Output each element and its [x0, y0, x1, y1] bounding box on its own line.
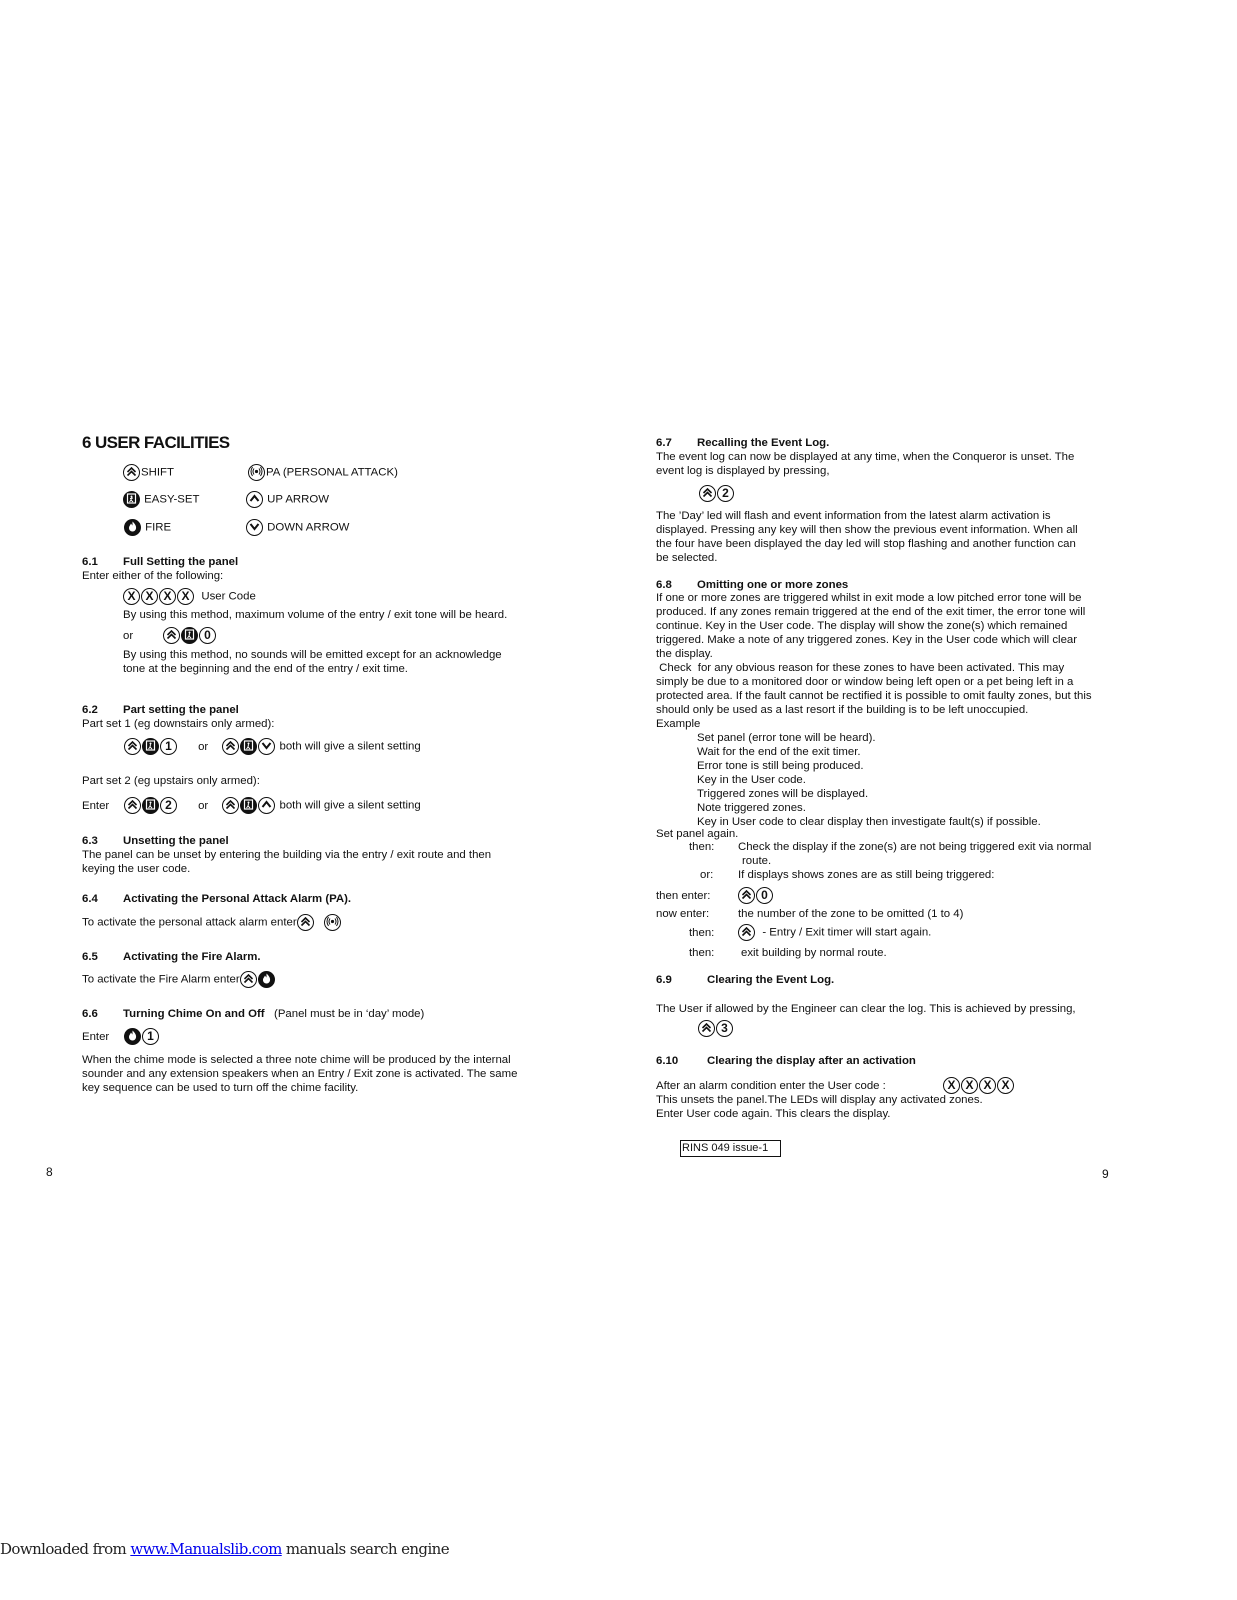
section-6-5-text: To activate the Fire Alarm enter	[82, 971, 276, 988]
one-key: 1	[142, 1028, 159, 1045]
body-line: triggered. Make a note of any triggered zones. Key in the User code which will clear	[656, 634, 1078, 646]
part-set-2-label: Part set 2 (eg upstairs only armed):	[82, 775, 260, 787]
section-6-7-p1: The event log can now be displayed at any time, when the Conqueror is unset. The	[656, 451, 1075, 463]
easy-set-icon	[181, 627, 198, 644]
manualslib-link[interactable]: www.Manualslib.com	[130, 1540, 282, 1558]
easy-set-icon	[123, 491, 140, 508]
then-enter-row: then enter: 0	[656, 887, 774, 904]
part-set-2-keys	[82, 797, 421, 814]
body-line: the display.	[656, 648, 713, 660]
shift-icon	[222, 738, 239, 755]
silent-setting-text: both will give a silent setting	[279, 799, 421, 812]
footer-suffix: manuals search engine	[281, 1540, 449, 1558]
footer-prefix: Downloaded from	[0, 1540, 131, 1558]
example-label: Example	[656, 718, 701, 730]
example-step: Error tone is still being produced.	[697, 760, 864, 772]
example-step: Note triggered zones.	[697, 802, 806, 814]
section-6-5-title: 6.5 Activating the Fire Alarm.	[82, 951, 261, 963]
download-footer	[0, 1542, 449, 1556]
legend-pa-label: PA (PERSONAL ATTACK)	[266, 466, 398, 479]
section-6-7-title: 6.7 Recalling the Event Log.	[656, 437, 830, 449]
two-key: 2	[160, 797, 177, 814]
section-6-1-intro: Enter either of the following:	[82, 570, 224, 582]
shift-icon	[240, 971, 257, 988]
one-key: 1	[160, 738, 177, 755]
down-arrow-icon	[246, 519, 263, 536]
easy-set-icon	[142, 797, 159, 814]
shift-icon	[297, 914, 314, 931]
body-line: protected area. If the fault cannot be rectified it is possible to omit faulty zones, but this	[656, 690, 1092, 702]
now-enter-text: the number of the zone to be omitted (1 to 4)	[738, 908, 964, 920]
shift-icon	[738, 887, 755, 904]
example-step: Set panel (error tone will be heard).	[697, 732, 876, 744]
section-6-6-p3: key sequence can be used to turn off the chime facility.	[82, 1082, 359, 1094]
section-6-1-note2b: tone at the beginning and the end of the entry / exit time.	[123, 663, 408, 675]
section-6-7-q4: be selected.	[656, 552, 718, 564]
example-step: Wait for the end of the exit timer.	[697, 746, 861, 758]
x-key: X	[961, 1077, 978, 1094]
section-6-1-note1: By using this method, maximum volume of the entry / exit tone will be heard.	[123, 609, 508, 621]
shift-icon	[738, 924, 755, 941]
user-code-keys	[123, 588, 256, 605]
shift-icon	[163, 627, 180, 644]
example-step: Triggered zones will be displayed.	[697, 788, 869, 800]
section-6-4-text: To activate the personal attack alarm enter	[82, 914, 342, 931]
body-line: continue. Key in the User code. The display will show the zone(s) which remained	[656, 620, 1068, 632]
section-6-6-p1: When the chime mode is selected a three note chime will be produced by the internal	[82, 1054, 511, 1066]
set-panel-again: Set panel again.	[656, 828, 739, 840]
shift-icon	[222, 797, 239, 814]
section-6-7-q1: The ’Day’ led will flash and event information from the latest alarm activation is	[656, 510, 1051, 522]
legend-up-arrow	[246, 491, 329, 508]
section-6-6-title: 6.6 Turning Chime On and Off (Panel must be in ‘day’ mode)	[82, 1008, 425, 1020]
section-6-1-title: 6.1 Full Setting the panel	[82, 556, 239, 568]
legend-easy-set	[123, 491, 199, 508]
then-exit-label: then:	[689, 947, 715, 959]
day-mode-note: (Panel must be in ‘day’ mode)	[274, 1008, 425, 1020]
legend-pa	[248, 464, 398, 481]
x-key: X	[979, 1077, 996, 1094]
then-text-a: Check the display if the zone(s) are not being triggered exit via normal	[738, 841, 1092, 853]
section-heading: 6 USER FACILITIES	[82, 433, 230, 452]
fire-icon	[124, 1028, 141, 1045]
pa-icon	[248, 464, 265, 481]
zero-key: 0	[756, 887, 773, 904]
legend-down-arrow	[246, 519, 349, 536]
chime-keys	[82, 1028, 160, 1045]
legend-easy-set-label: EASY-SET	[144, 493, 200, 506]
page-number-left: 8	[46, 1165, 53, 1179]
pa-icon	[324, 914, 341, 931]
section-6-10-l1: After an alarm condition enter the User code : X X X X	[656, 1077, 1015, 1094]
shift-icon	[124, 797, 141, 814]
section-6-4-title: 6.4 Activating the Personal Attack Alarm (PA).	[82, 893, 352, 905]
or-label: or:	[700, 869, 714, 881]
easy-set-icon	[240, 797, 257, 814]
section-6-2-title: 6.2 Part setting the panel	[82, 704, 239, 716]
shift-icon	[698, 1020, 715, 1037]
body-line: Check for any obvious reason for these zones to have been activated. This may	[656, 662, 1065, 674]
or-label: or	[198, 740, 209, 753]
shift-icon	[699, 485, 716, 502]
or-text: If displays shows zones are as still being triggered:	[738, 869, 995, 881]
example-step: Key in User code to clear display then investigate fault(s) if possible.	[697, 816, 1041, 828]
section-6-10-title: 6.10 Clearing the display after an activation	[656, 1055, 916, 1067]
silent-setting-text: both will give a silent setting	[279, 740, 421, 753]
then-text-b: route.	[742, 855, 772, 867]
section-6-6-p2: sounder and any extension speakers when an Entry / Exit zone is activated. The same	[82, 1068, 518, 1080]
section-6-10-l3: Enter User code again. This clears the display.	[656, 1108, 891, 1120]
fire-icon	[124, 519, 141, 536]
then-exit-text: exit building by normal route.	[741, 947, 887, 959]
shift-icon	[124, 738, 141, 755]
section-6-7-q3: the four have been displayed the day led will stop flashing and another function can	[656, 538, 1076, 550]
legend-fire	[124, 519, 171, 536]
x-key: X	[141, 588, 158, 605]
event-log-keys	[699, 485, 735, 502]
x-key: X	[997, 1077, 1014, 1094]
easy-set-icon	[142, 738, 159, 755]
fire-icon	[258, 971, 275, 988]
x-key: X	[123, 588, 140, 605]
now-enter-label: now enter:	[656, 908, 710, 920]
section-6-9-title: 6.9 Clearing the Event Log.	[656, 974, 835, 986]
body-line: should only be used as a last resort if the building is to be left unoccupied.	[656, 704, 1029, 716]
body-line: If one or more zones are triggered whilst in exit mode a low pitched error tone will be	[656, 592, 1082, 604]
section-6-8-title: 6.8 Omitting one or more zones	[656, 579, 849, 591]
page-number-right: 9	[1102, 1167, 1109, 1181]
section-6-3-line2: keying the user code.	[82, 863, 191, 875]
x-key: X	[943, 1077, 960, 1094]
enter-label: Enter	[82, 1030, 110, 1043]
section-6-1-alt	[123, 627, 217, 644]
section-6-7-p2: event log is displayed by pressing,	[656, 465, 830, 477]
document-reference: RINS 049 issue-1	[680, 1140, 781, 1157]
section-6-7-q2: displayed. Pressing any key will then show the previous event information. When all	[656, 524, 1078, 536]
zero-key: 0	[199, 627, 216, 644]
section-6-3-title: 6.3 Unsetting the panel	[82, 835, 229, 847]
or-label: or	[198, 799, 209, 812]
then-label: then:	[689, 841, 715, 853]
two-key: 2	[717, 485, 734, 502]
up-arrow-icon	[258, 797, 275, 814]
section-6-1-note2a: By using this method, no sounds will be emitted except for an acknowledge	[123, 649, 502, 661]
section-6-9-text: The User if allowed by the Engineer can clear the log. This is achieved by pressing,	[656, 1003, 1076, 1015]
section-6-10-l2: This unsets the panel.The LEDs will display any activated zones.	[656, 1094, 983, 1106]
part-set-1-keys	[124, 738, 421, 755]
up-arrow-icon	[246, 491, 263, 508]
body-line: produced. If any zones remain triggered at the end of the exit timer, the error tone will	[656, 606, 1086, 618]
section-6-3-line1: The panel can be unset by entering the building via the entry / exit route and then	[82, 849, 492, 861]
or-label: or	[123, 629, 134, 642]
three-key: 3	[716, 1020, 733, 1037]
part-set-1-label: Part set 1 (eg downstairs only armed):	[82, 718, 275, 730]
example-step: Key in the User code.	[697, 774, 806, 786]
legend-up-arrow-label: UP ARROW	[267, 493, 329, 506]
shift-icon	[123, 464, 140, 481]
down-arrow-icon	[258, 738, 275, 755]
user-code-label: User Code	[201, 590, 256, 603]
legend-fire-label: FIRE	[145, 521, 172, 534]
then-shift-row: then: - Entry / Exit timer will start again.	[689, 924, 931, 941]
x-key: X	[159, 588, 176, 605]
enter-label: Enter	[82, 799, 110, 812]
body-line: simply be due to a monitored door or window being left open or a pet being left in a	[656, 676, 1074, 688]
legend-shift-label: SHIFT	[141, 466, 174, 479]
clear-log-keys	[698, 1020, 734, 1037]
legend-down-arrow-label: DOWN ARROW	[267, 521, 350, 534]
x-key: X	[177, 588, 194, 605]
easy-set-icon	[240, 738, 257, 755]
legend-shift	[123, 464, 174, 481]
